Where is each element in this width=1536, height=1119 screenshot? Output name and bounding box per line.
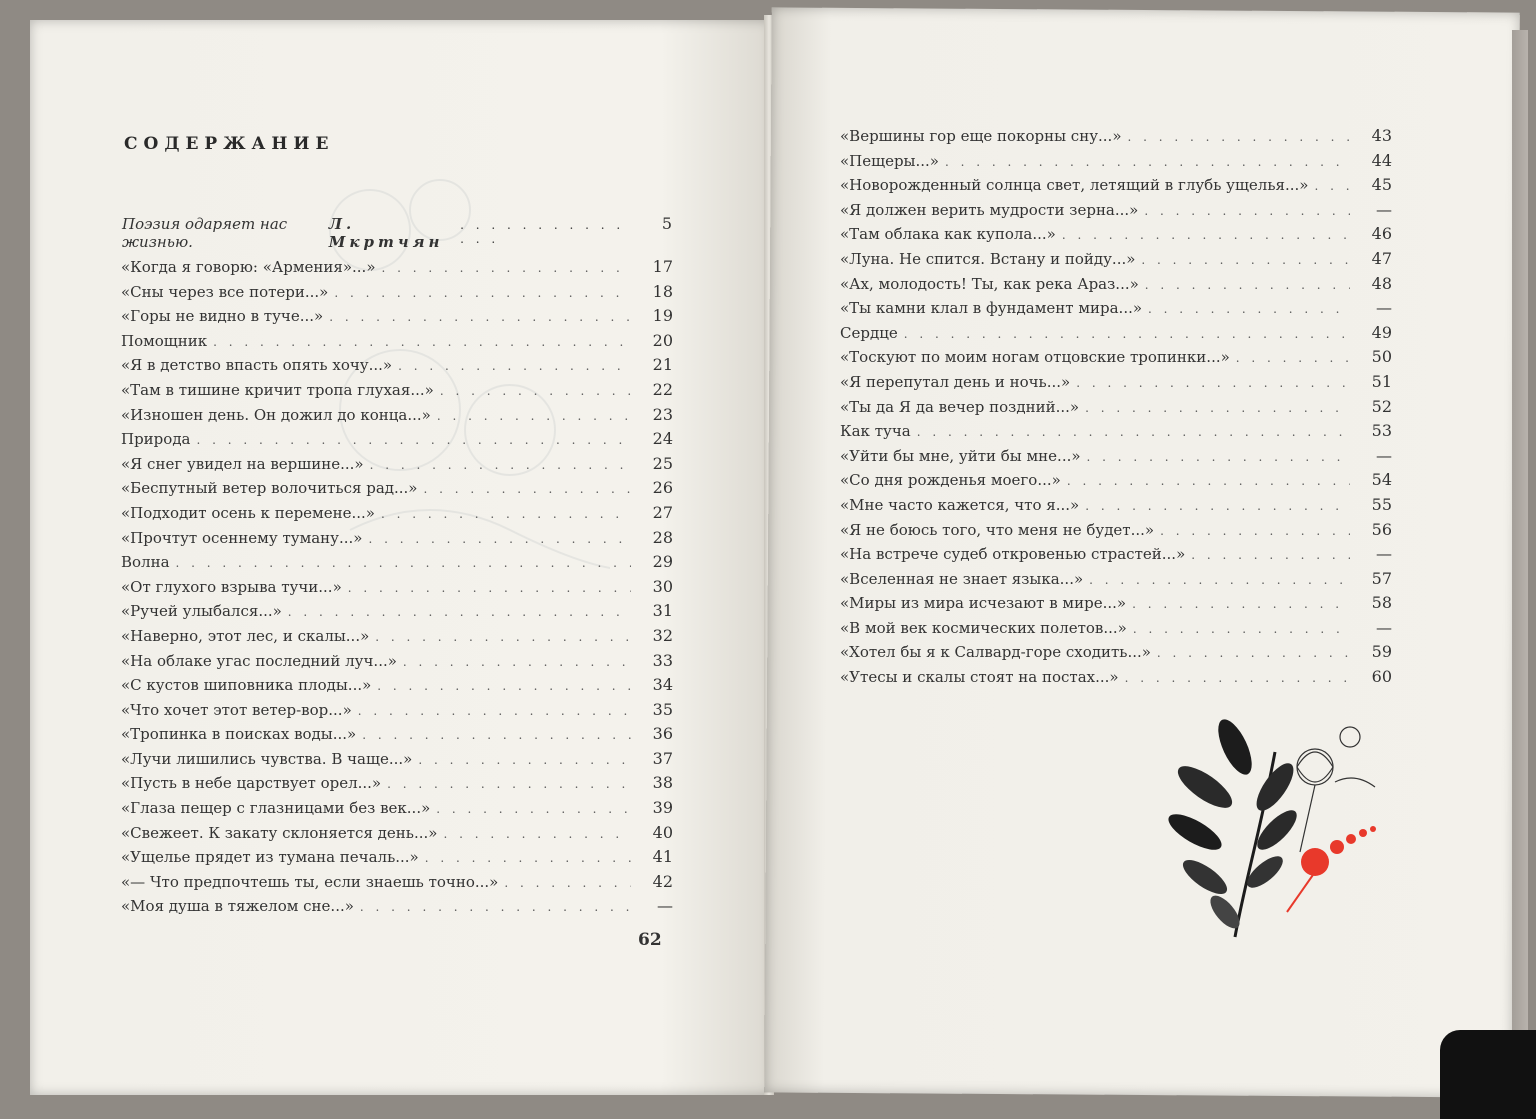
toc-entry[interactable] bbox=[121, 575, 673, 600]
entry-page-number: 20 bbox=[652, 330, 673, 350]
entry-title: Волна bbox=[121, 553, 170, 572]
entry-page-number: 18 bbox=[652, 281, 673, 301]
dot-leader bbox=[1087, 445, 1350, 470]
dot-leader bbox=[329, 305, 631, 330]
entry-title: «Что хочет этот ветер-вор...» bbox=[121, 700, 352, 719]
page-number: 62 bbox=[638, 930, 662, 950]
entry-page-number: 19 bbox=[652, 306, 673, 326]
entry-page-number: 35 bbox=[652, 699, 673, 719]
entry-page-number: 36 bbox=[652, 724, 673, 744]
entry-page-number: 37 bbox=[652, 748, 673, 768]
entry-title: «Луна. Не спится. Встану и пойду...» bbox=[840, 249, 1136, 268]
entry-title: «Ручей улыбался...» bbox=[121, 602, 282, 621]
entry-page-number: 24 bbox=[652, 429, 673, 449]
toc-entry[interactable] bbox=[840, 419, 1392, 444]
dot-leader bbox=[1067, 469, 1350, 494]
entry-title: «— Что предпочтешь ты, если знаешь точно...» bbox=[121, 872, 499, 891]
toc-entry[interactable] bbox=[121, 304, 673, 329]
dot-leader bbox=[1145, 273, 1350, 298]
entry-page-number: 39 bbox=[652, 798, 673, 818]
dot-leader bbox=[398, 354, 631, 379]
entry-page-number: — bbox=[1376, 199, 1392, 219]
entry-title: «Тоскуют по моим ногам отцовские тропинки...» bbox=[840, 348, 1230, 367]
entry-title: «Ах, молодость! Ты, как река Араз...» bbox=[840, 274, 1139, 293]
entry-title: «Пусть в небе царствует орел...» bbox=[121, 774, 382, 793]
toc-entry[interactable] bbox=[121, 649, 673, 674]
toc-entry[interactable] bbox=[121, 796, 673, 821]
dot-leader bbox=[360, 895, 631, 920]
dot-leader bbox=[1236, 346, 1350, 371]
intro-author: Л. Мкртчян bbox=[328, 215, 444, 251]
entry-page-number: — bbox=[1376, 445, 1392, 465]
dot-leader bbox=[443, 822, 631, 847]
dot-leader bbox=[437, 404, 631, 429]
entry-page-number: 48 bbox=[1371, 273, 1392, 293]
entry-title: «Свежеет. К закату склоняется день...» bbox=[121, 823, 438, 842]
toc-entry[interactable] bbox=[121, 599, 673, 624]
entry-title: «В мой век космических полетов...» bbox=[840, 618, 1127, 637]
entry-title: «Прочтут осеннему туману...» bbox=[121, 528, 363, 547]
leaf-branch-illustration-icon bbox=[1165, 712, 1395, 952]
entry-page-number: 25 bbox=[652, 453, 673, 473]
entry-title: «Я в детство впасть опять хочу...» bbox=[121, 356, 393, 375]
toc-entry[interactable] bbox=[840, 567, 1392, 592]
dot-leader bbox=[945, 150, 1350, 175]
entry-page-number: 41 bbox=[652, 847, 673, 867]
entry-page-number: 52 bbox=[1371, 396, 1392, 416]
toc-entry[interactable] bbox=[121, 452, 673, 477]
entry-page-number: 55 bbox=[1371, 494, 1392, 514]
entry-page-number: 38 bbox=[652, 773, 673, 793]
entry-title: Сердце bbox=[840, 323, 898, 342]
entry-title: «Горы не видно в туче...» bbox=[121, 307, 324, 326]
dot-leader bbox=[504, 871, 631, 896]
entry-page-number: 58 bbox=[1371, 593, 1392, 613]
entry-page-number: 49 bbox=[1371, 322, 1392, 342]
toc-entry[interactable] bbox=[121, 476, 673, 501]
toc-entry[interactable] bbox=[840, 591, 1392, 616]
entry-page-number: 59 bbox=[1371, 642, 1392, 662]
toc-entry[interactable] bbox=[121, 280, 673, 305]
toc-entry[interactable] bbox=[121, 894, 673, 919]
entry-title: «Вселенная не знает языка...» bbox=[840, 569, 1084, 588]
dot-leader bbox=[425, 846, 631, 871]
dot-leader bbox=[423, 477, 631, 502]
toc-entry[interactable] bbox=[121, 624, 673, 649]
toc-entry[interactable] bbox=[121, 353, 673, 378]
dot-leader bbox=[387, 772, 631, 797]
entry-page-number: 26 bbox=[652, 478, 673, 498]
entry-page-number: 50 bbox=[1371, 347, 1392, 367]
dot-leader bbox=[1148, 297, 1350, 322]
entry-title: «Наверно, этот лес, и скалы...» bbox=[121, 626, 370, 645]
dot-leader bbox=[334, 281, 631, 306]
entry-page-number: 31 bbox=[652, 601, 673, 621]
toc-entry[interactable] bbox=[121, 427, 673, 452]
dot-leader bbox=[358, 699, 631, 724]
dot-leader bbox=[1076, 371, 1350, 396]
dot-leader bbox=[197, 428, 632, 453]
toc-entry[interactable] bbox=[121, 550, 673, 575]
entry-title: «Я снег увидел на вершине...» bbox=[121, 454, 364, 473]
dot-leader bbox=[1144, 199, 1350, 224]
entry-page-number: 22 bbox=[652, 379, 673, 399]
toc-entry[interactable] bbox=[840, 616, 1392, 641]
entry-page-number: 45 bbox=[1371, 175, 1392, 195]
entry-page-number: 28 bbox=[652, 527, 673, 547]
dot-leader bbox=[904, 322, 1350, 347]
dot-leader bbox=[403, 650, 631, 675]
dot-leader bbox=[418, 748, 631, 773]
entry-page-number: — bbox=[1376, 298, 1392, 318]
dot-leader bbox=[1133, 617, 1350, 642]
entry-title: «От глухого взрыва тучи...» bbox=[121, 577, 342, 596]
entry-page-number: 30 bbox=[652, 576, 673, 596]
entry-page-number: 44 bbox=[1371, 150, 1392, 170]
entry-title: «Глаза пещер с глазницами без век...» bbox=[121, 799, 431, 818]
dot-leader bbox=[436, 797, 631, 822]
entry-page-number: 53 bbox=[1371, 421, 1392, 441]
dot-leader bbox=[348, 576, 631, 601]
entry-title: «Тропинка в поисках воды...» bbox=[121, 725, 357, 744]
dot-leader bbox=[368, 527, 631, 552]
toc-list-left bbox=[121, 255, 673, 919]
dot-leader bbox=[362, 723, 631, 748]
entry-title: «На облаке угас последний луч...» bbox=[121, 651, 397, 670]
entry-page-number: 47 bbox=[1371, 248, 1392, 268]
entry-title: «Беспутный ветер волочиться рад...» bbox=[121, 479, 418, 498]
entry-page-number: 56 bbox=[1371, 519, 1392, 539]
entry-title: «Сны через все потери...» bbox=[121, 282, 329, 301]
entry-page-number: 46 bbox=[1371, 224, 1392, 244]
page-edge bbox=[1512, 30, 1528, 1090]
toc-entry[interactable] bbox=[840, 542, 1392, 567]
toc-entry[interactable] bbox=[121, 698, 673, 723]
toc-entry[interactable] bbox=[840, 640, 1392, 665]
toc-entry[interactable] bbox=[121, 403, 673, 428]
entry-title: «Ты да Я да вечер поздний...» bbox=[840, 397, 1080, 416]
toc-entry[interactable] bbox=[840, 395, 1392, 420]
dot-leader bbox=[1141, 248, 1350, 273]
entry-title: Помощник bbox=[121, 331, 208, 350]
entry-title: «На встрече судеб откровенью страстей...» bbox=[840, 545, 1186, 564]
entry-title: «Там в тишине кричит тропа глухая...» bbox=[121, 380, 434, 399]
corner-shadow bbox=[1440, 1030, 1536, 1119]
toc-entry[interactable] bbox=[121, 378, 673, 403]
toc-entry[interactable] bbox=[840, 247, 1392, 272]
toc-entry[interactable] bbox=[121, 870, 673, 895]
entry-page-number: 23 bbox=[652, 404, 673, 424]
entry-page-number: 40 bbox=[652, 822, 673, 842]
toc-entry[interactable] bbox=[121, 771, 673, 796]
entry-page-number: 17 bbox=[652, 257, 673, 276]
entry-page-number: — bbox=[1376, 544, 1392, 564]
entry-title: «Лучи лишились чувства. В чаще...» bbox=[121, 749, 413, 768]
entry-page-number: 34 bbox=[652, 675, 673, 695]
dot-leader: . . . . . . . . . . . . . . bbox=[460, 218, 625, 246]
entry-title: «Я не боюсь того, что меня не будет...» bbox=[840, 520, 1155, 539]
dot-leader bbox=[1089, 568, 1350, 593]
dot-leader bbox=[1128, 125, 1351, 150]
entry-title: «Миры из мира исчезают в мире...» bbox=[840, 594, 1127, 613]
entry-page-number: 33 bbox=[652, 650, 673, 670]
dot-leader bbox=[440, 379, 631, 404]
entry-title: «Вершины гор еще покорны сну...» bbox=[840, 127, 1122, 145]
dot-leader bbox=[1160, 519, 1350, 544]
entry-page-number: 51 bbox=[1371, 371, 1392, 391]
entry-title: «Новорожденный солнца свет, летящий в глубь ущелья...» bbox=[840, 176, 1309, 195]
toc-entry[interactable] bbox=[840, 518, 1392, 543]
toc-entry[interactable] bbox=[840, 493, 1392, 518]
entry-page-number: 27 bbox=[652, 502, 673, 522]
dot-leader bbox=[1132, 592, 1350, 617]
entry-title: «Уйти бы мне, уйти бы мне...» bbox=[840, 446, 1081, 465]
dot-leader bbox=[213, 330, 631, 355]
toc-entry[interactable] bbox=[121, 501, 673, 526]
toc-entry[interactable] bbox=[121, 329, 673, 354]
dot-leader bbox=[377, 674, 631, 699]
entry-title: «Там облака как купола...» bbox=[840, 225, 1056, 244]
toc-entry[interactable] bbox=[840, 444, 1392, 469]
entry-page-number: — bbox=[1376, 617, 1392, 637]
toc-entry[interactable] bbox=[840, 149, 1392, 174]
entry-page-number: 43 bbox=[1371, 126, 1392, 145]
entry-page-number: 21 bbox=[652, 355, 673, 375]
dot-leader bbox=[1125, 666, 1350, 691]
toc-entry[interactable] bbox=[840, 321, 1392, 346]
entry-title: «Я должен верить мудрости зерна...» bbox=[840, 200, 1139, 219]
entry-title: «Моя душа в тяжелом сне...» bbox=[121, 897, 354, 916]
entry-page-number: 54 bbox=[1371, 470, 1392, 490]
entry-title: «Мне часто кажется, что я...» bbox=[840, 495, 1080, 514]
entry-title: «Подходит осень к перемене...» bbox=[121, 503, 375, 522]
toc-entry[interactable] bbox=[121, 673, 673, 698]
toc-entry[interactable] bbox=[121, 821, 673, 846]
entry-title: «Пещеры...» bbox=[840, 151, 939, 170]
entry-page-number: 32 bbox=[652, 625, 673, 645]
entry-title: «С кустов шиповника плоды...» bbox=[121, 676, 372, 695]
dot-leader bbox=[1314, 174, 1350, 199]
toc-entry[interactable] bbox=[840, 345, 1392, 370]
toc-entry[interactable] bbox=[840, 665, 1392, 690]
toc-entry[interactable] bbox=[121, 255, 673, 280]
intro-page: 5 bbox=[661, 214, 672, 233]
dot-leader bbox=[382, 256, 631, 281]
toc-entry[interactable] bbox=[840, 173, 1392, 198]
toc-entry[interactable] bbox=[840, 296, 1392, 321]
entry-page-number: 57 bbox=[1371, 568, 1392, 588]
toc-entry[interactable] bbox=[121, 722, 673, 747]
entry-title: «Я перепутал день и ночь...» bbox=[840, 372, 1071, 391]
dot-leader bbox=[381, 502, 631, 527]
toc-entry[interactable] bbox=[840, 370, 1392, 395]
dot-leader bbox=[1157, 641, 1350, 666]
entry-title: «Изношен день. Он дожил до конца...» bbox=[121, 405, 431, 424]
dot-leader bbox=[288, 600, 631, 625]
intro-entry[interactable] bbox=[122, 214, 672, 251]
entry-title: «Утесы и скалы стоят на постах...» bbox=[840, 668, 1119, 687]
toc-entry[interactable] bbox=[840, 222, 1392, 247]
dot-leader bbox=[375, 625, 631, 650]
entry-page-number: 42 bbox=[652, 871, 673, 891]
dot-leader bbox=[176, 551, 631, 576]
dot-leader bbox=[1085, 494, 1350, 519]
contents-heading: СОДЕРЖАНИЕ bbox=[124, 134, 335, 154]
toc-entry[interactable] bbox=[840, 198, 1392, 223]
dot-leader bbox=[1062, 223, 1350, 248]
dot-leader bbox=[370, 453, 631, 478]
toc-entry[interactable] bbox=[121, 526, 673, 551]
intro-title: Поэзия одаряет нас жизнью. bbox=[122, 215, 288, 251]
entry-title: «Со дня рожденья моего...» bbox=[840, 471, 1061, 490]
toc-entry[interactable] bbox=[840, 468, 1392, 493]
entry-title: «Ты камни клал в фундамент мира...» bbox=[840, 299, 1143, 318]
toc-entry[interactable] bbox=[121, 747, 673, 772]
dot-leader bbox=[1191, 543, 1350, 568]
toc-entry[interactable] bbox=[840, 124, 1392, 149]
toc-entry[interactable] bbox=[121, 845, 673, 870]
entry-page-number: — bbox=[657, 896, 673, 916]
entry-title: Как туча bbox=[840, 422, 911, 441]
entry-page-number: 60 bbox=[1371, 667, 1392, 687]
entry-title: «Хотел бы я к Салвард-горе сходить...» bbox=[840, 643, 1151, 662]
entry-page-number: 29 bbox=[652, 552, 673, 572]
entry-title: «Ущелье прядет из тумана печаль...» bbox=[121, 848, 419, 867]
toc-list-right bbox=[840, 124, 1392, 690]
dot-leader bbox=[1085, 396, 1350, 421]
dot-leader bbox=[917, 420, 1350, 445]
entry-title: Природа bbox=[121, 430, 191, 449]
entry-title: «Когда я говорю: «Армения»...» bbox=[121, 258, 376, 276]
toc-entry[interactable] bbox=[840, 272, 1392, 297]
